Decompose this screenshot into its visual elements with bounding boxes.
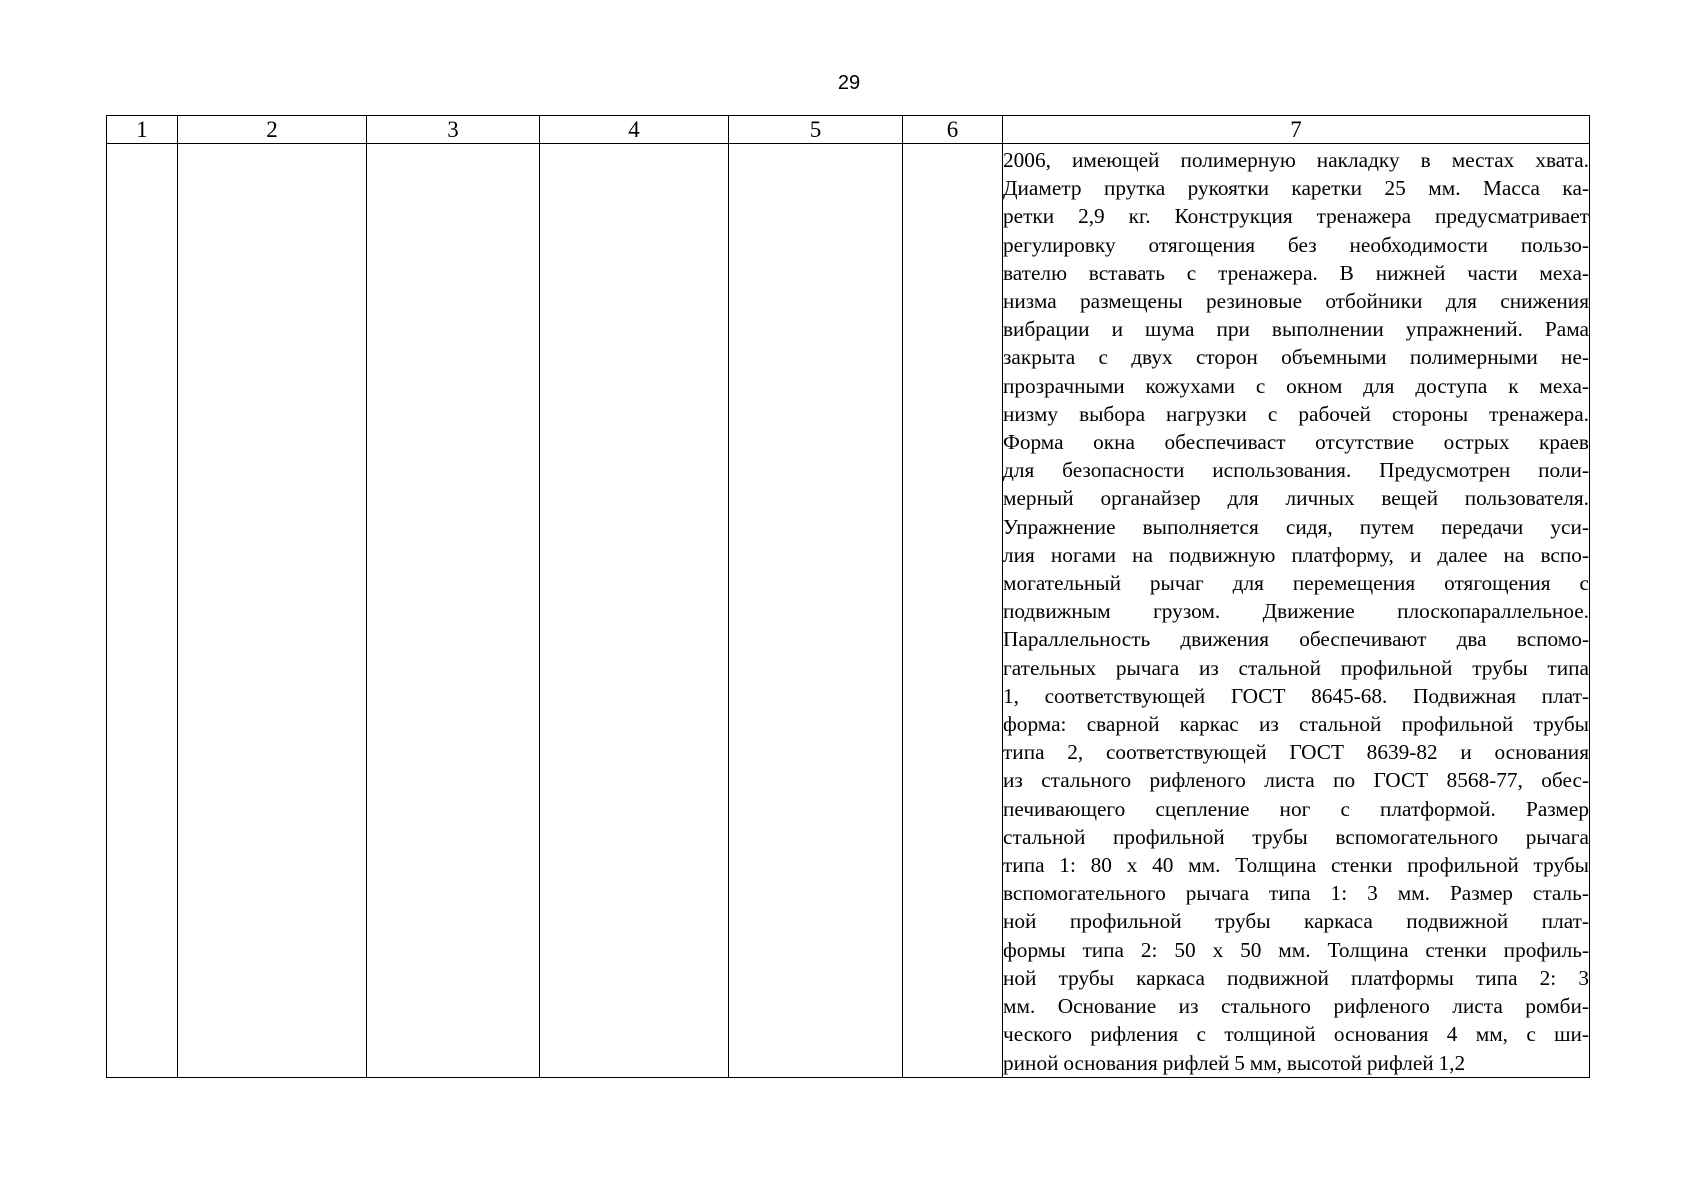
column-header-1: 1 — [107, 116, 178, 144]
description-line: низму выбора нагрузки с рабочей стороны тренажера. — [1003, 401, 1589, 426]
description-text — [1003, 146, 1589, 1077]
cell-col-7-description — [1003, 144, 1590, 1078]
description-line: ной трубы каркаса подвижной платформы типа 2: 3 — [1003, 965, 1589, 990]
description-line: стальной профильной трубы вспомогательного рычага — [1003, 824, 1589, 849]
description-line: 1, соответствующей ГОСТ 8645-68. Подвижная плат- — [1003, 683, 1589, 708]
description-line: закрыта с двух сторон объемными полимерными не- — [1003, 345, 1589, 370]
column-header-7: 7 — [1003, 116, 1590, 144]
cell-col-5 — [729, 144, 903, 1078]
column-header-3: 3 — [367, 116, 540, 144]
column-header-4: 4 — [540, 116, 729, 144]
description-line: вибрации и шума при выполнении упражнений. Рама — [1003, 317, 1589, 342]
column-header-2: 2 — [178, 116, 367, 144]
column-header-5: 5 — [729, 116, 903, 144]
description-line: прозрачными кожухами с окном для доступа к меха- — [1003, 373, 1589, 398]
description-line: Упражнение выполняется сидя, путем передачи уси- — [1003, 514, 1589, 539]
description-line: Диаметр прутка рукоятки каретки 25 мм. Масса ка- — [1003, 176, 1589, 201]
description-line: Параллельность движения обеспечивают два вспомо- — [1003, 627, 1589, 652]
description-line: ческого рифления с толщиной основания 4 мм, с ши- — [1003, 1022, 1589, 1047]
description-line: Форма окна обеспечиваст отсутствие острых краев — [1003, 430, 1589, 455]
description-line: 2006, имеющей полимерную накладку в местах хвата. — [1003, 148, 1589, 172]
page-number: 29 — [837, 72, 861, 94]
description-line: типа 2, соответствующей ГОСТ 8639-82 и основания — [1003, 740, 1589, 765]
description-line: подвижным грузом. Движение плоскопараллельное. — [1003, 599, 1589, 624]
cell-col-1 — [107, 144, 178, 1078]
description-line: низма размещены резиновые отбойники для снижения — [1003, 289, 1589, 314]
spec-table — [106, 115, 1590, 1078]
description-line: формы типа 2: 50 х 50 мм. Толщина стенки профиль- — [1003, 937, 1589, 962]
description-line: лия ногами на подвижную платформу, и далее на вспо- — [1003, 542, 1589, 567]
description-line: мм. Основание из стального рифленого листа ромби- — [1003, 994, 1589, 1019]
cell-col-3 — [367, 144, 540, 1078]
column-header-6: 6 — [903, 116, 1003, 144]
description-line: ретки 2,9 кг. Конструкция тренажера предусматривает — [1003, 204, 1589, 229]
description-line: вателю вставать с тренажера. В нижней части меха- — [1003, 260, 1589, 285]
cell-col-4 — [540, 144, 729, 1078]
description-line: для безопасности использования. Предусмотрен поли- — [1003, 458, 1589, 483]
description-line: типа 1: 80 х 40 мм. Толщина стенки профильной трубы — [1003, 853, 1589, 878]
description-line: мерный органайзер для личных вещей пользователя. — [1003, 486, 1589, 511]
table-row — [107, 144, 1590, 1078]
description-line: печивающего сцепление ног с платформой. Размер — [1003, 796, 1589, 821]
description-line: вспомогательного рычага типа 1: 3 мм. Размер сталь- — [1003, 881, 1589, 906]
header-row — [107, 116, 1590, 144]
description-line: регулировку отягощения без необходимости пользо- — [1003, 232, 1589, 257]
description-line: ной профильной трубы каркаса подвижной плат- — [1003, 909, 1589, 934]
cell-col-2 — [178, 144, 367, 1078]
cell-col-6 — [903, 144, 1003, 1078]
description-line: из стального рифленого листа по ГОСТ 8568-77, обес- — [1003, 768, 1589, 793]
description-line: гательных рычага из стальной профильной трубы типа — [1003, 655, 1589, 680]
description-line: форма: сварной каркас из стальной профильной трубы — [1003, 712, 1589, 737]
description-line: могательный рычаг для перемещения отягощения с — [1003, 571, 1589, 596]
description-line: риной основания рифлей 5 мм, высотой рифлей 1,2 — [1003, 1050, 1466, 1075]
